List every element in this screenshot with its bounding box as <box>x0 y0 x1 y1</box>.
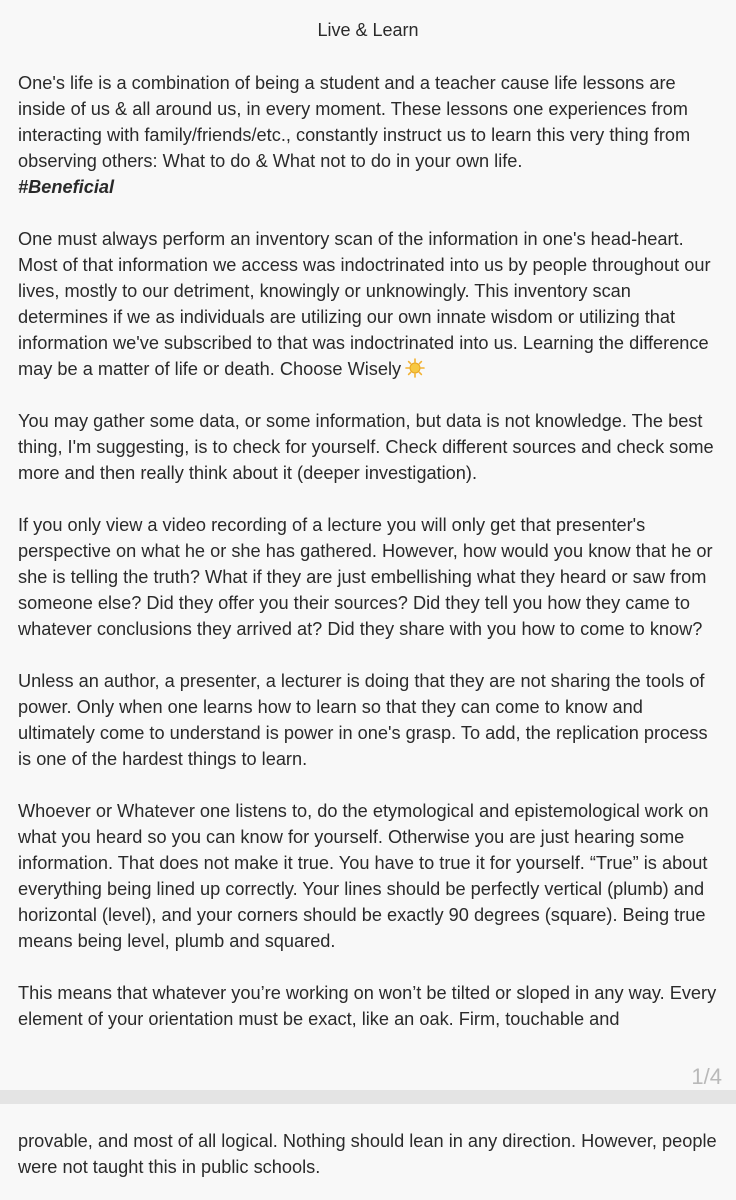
paragraph-1 <box>18 70 724 200</box>
paragraph-3: You may gather some data, or some information, but data is not knowledge. The best thing, I'm suggesting, is to check for yourself. Check different sources and check some more and then really think about it (deeper investigation). <box>18 411 714 483</box>
paragraph-1-text: One's life is a combination of being a student and a teacher cause life lessons are inside of us & all around us, in every moment. These lessons one experiences from interacting with family/friends/etc., constantly instruct us to learn this very thing from observing others: What to do & What not to do in your own life. <box>18 73 691 171</box>
page-indicator: 1/4 <box>691 1064 722 1089</box>
paragraph-7: This means that whatever you’re working on won’t be tilted or sloped in any way. Every element of your orientation must be exact, like an oak. Firm, touchable and <box>18 983 717 1029</box>
sun-icon <box>405 358 425 378</box>
hashtag-beneficial: #Beneficial <box>18 177 115 197</box>
document-page-2 <box>0 1104 736 1200</box>
paragraph-6: Whoever or Whatever one listens to, do the etymological and epistemological work on what you heard so you can know for yourself. Otherwise you are just hearing some information. That does not make it true. You have to true it for yourself. “True” is about everything being lined up correctly. Your lines should be perfectly vertical (plumb) and horizontal (level), and your corners should be exactly 90 degrees (square). Being true means being level, plumb and squared. <box>18 801 709 951</box>
paragraph-2 <box>18 226 724 382</box>
paragraph-4: If you only view a video recording of a lecture you will only get that presenter's perspective on what he or she has gathered. However, how would you know that he or she is telling the truth? What if they are just embellishing what they heard or saw from someone else? Did they offer you their sources? Did they tell you how they came to whatever conclusions they arrived at? Did they share with you how to come to know? <box>18 515 713 639</box>
paragraph-continued: provable, and most of all logical. Nothing should lean in any direction. However, people were not taught this in public schools. <box>18 1131 717 1177</box>
page-divider <box>0 1090 736 1104</box>
paragraph-5: Unless an author, a presenter, a lecturer is doing that they are not sharing the tools of power. Only when one learns how to learn so that they can come to know and ultimately come to understand is power in one's grasp. To add, the replication process is one of the hardest things to learn. <box>18 671 708 769</box>
document-body <box>18 70 724 1058</box>
document-title: Live & Learn <box>317 20 419 40</box>
paragraph-2-text: One must always perform an inventory scan of the information in one's head-heart. Most of that information we access was indoctrinated into us by people throughout our lives, mostly to our detriment, knowingly or unknowingly. This inventory scan determines if we as individuals are utilizing our own innate wisdom or utilizing that information we've subscribed to that was indoctrinated into us. Learning the difference may be a matter of life or death. Choose Wisely <box>18 229 711 379</box>
document-body-page-2 <box>18 1128 724 1200</box>
